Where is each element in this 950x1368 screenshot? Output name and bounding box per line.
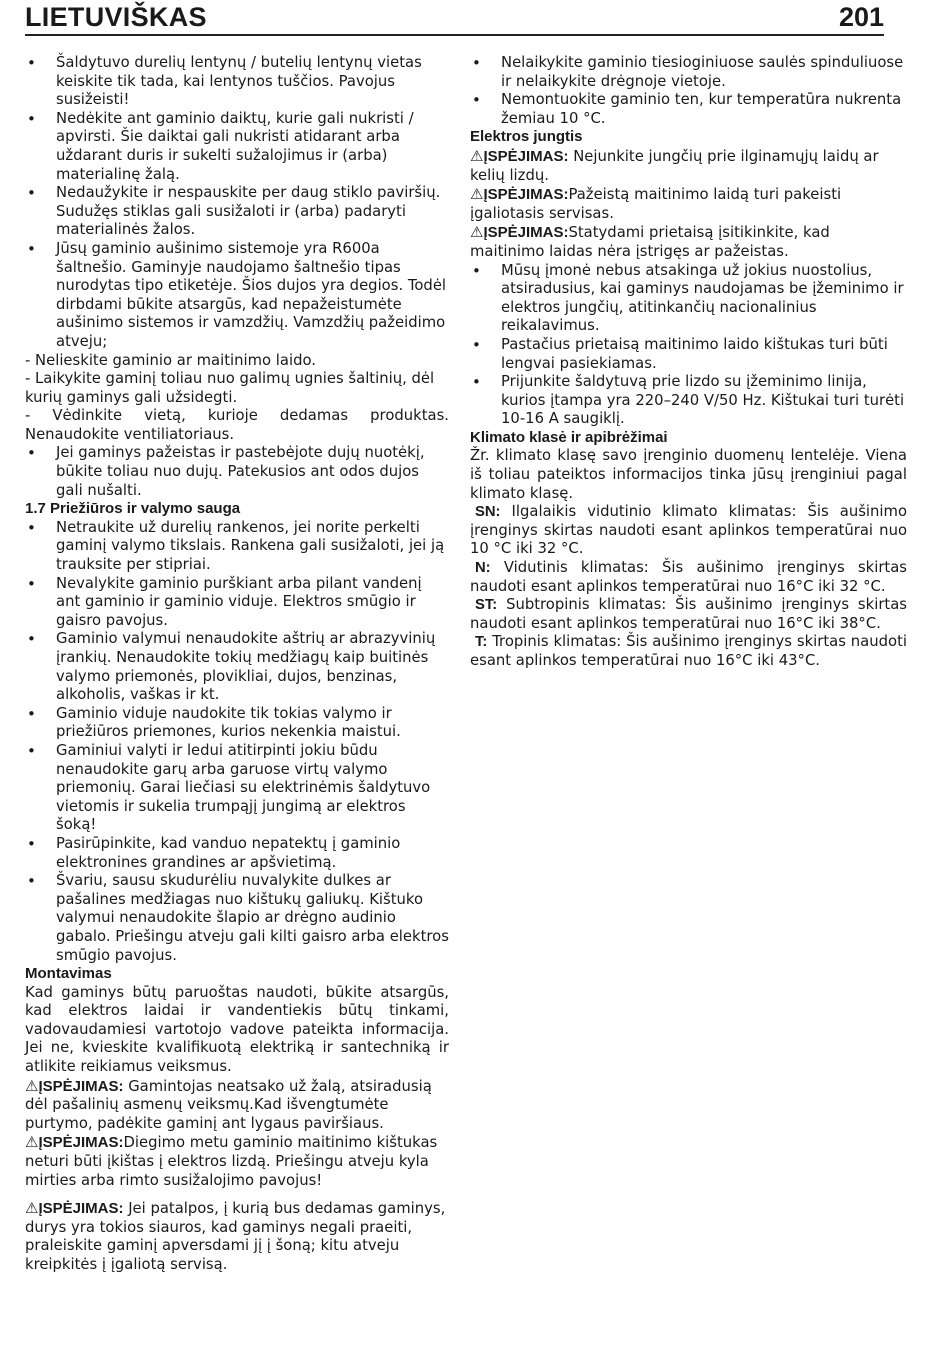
list-item: • Prijunkite šaldytuvą prie lizdo su įžeminimo linija, kurios įtampa yra 220–240 V/50 Hz. Kištukai turi turėti 10-16 A saugiklį. bbox=[470, 373, 907, 429]
warning-label: ĮSPĖJIMAS: bbox=[38, 1134, 124, 1152]
page-header bbox=[25, 2, 884, 36]
climate-class-code: ST: bbox=[475, 597, 498, 614]
warning-triangle-icon: ⚠ bbox=[470, 146, 484, 165]
warning-text: Statydami prietaisą įsitikinkite, kad maitinimo laidas nėra įstrigęs ar pažeistas. bbox=[470, 224, 830, 260]
warning-text: Gamintojas neatsako už žalą, atsiradusią dėl pašalinių asmenų veiksmų.Kad išvengtumėte purtymo, padėkite gaminį ant lygaus paviršiaus. bbox=[25, 1077, 432, 1132]
warning-triangle-icon: ⚠ bbox=[470, 223, 484, 242]
climate-class bbox=[470, 503, 907, 559]
paragraph: Žr. klimato klasę savo įrenginio duomenų lentelėje. Viena iš toliau pateiktos informacijos tinka jūsų įrenginiui pagal klimato klasę. bbox=[470, 447, 907, 502]
list-item: • Nemontuokite gaminio ten, kur temperatūra nukrenta žemiau 10 °C. bbox=[470, 91, 907, 128]
warning-triangle-icon: ⚠ bbox=[25, 1133, 39, 1152]
climate-class bbox=[470, 559, 907, 596]
warning-triangle-icon: ⚠ bbox=[470, 185, 484, 204]
climate-class-code: N: bbox=[475, 560, 491, 577]
warning-text: Diegimo metu gaminio maitinimo kištukas neturi būti įkištas į elektros lizdą. Priešingu atveju kyla mirties arba rimto susižalojimo pavojus! bbox=[25, 1134, 438, 1189]
list-item: • Pastačius prietaisą maitinimo laido kištukas turi būti lengvai pasiekiamas. bbox=[470, 336, 907, 373]
list-item: • Švariu, sausu skudurėliu nuvalykite dulkes ar pašalines medžiagas nuo kištukų galiukų. Kištuko valymui nenaudokite šlapio ar drėgno audinio gabalo. Priešingu atveju gali kilti gaisro arba elektros smūgio pavojus. bbox=[25, 872, 449, 965]
list-item: • Jūsų gaminio aušinimo sistemoje yra R600a šaltnešio. Gaminyje naudojamo šaltnešio tipas nurodytas tipo etiketėje. Šios dujos yra degios. Todėl dirbdami būkite atsargūs, kad nepažeistumėte aušinimo sistemos ir vamzdžių. Vamzdžių pažeidimo atveju; bbox=[25, 240, 449, 352]
section-heading: 1.7 Priežiūros ir valymo sauga bbox=[25, 500, 241, 518]
climate-class-text: Tropinis klimatas: Šis aušinimo įrenginys skirtas naudoti esant aplinkos temperatūrai nuo 16°C iki 43°C. bbox=[470, 633, 907, 669]
section-heading: Klimato klasė ir apibrėžimai bbox=[470, 428, 668, 446]
list-item: • Šaldytuvo durelių lentynų / butelių lentynų vietas keiskite tik tada, kai lentynos tuščios. Pavojus susižeisti! bbox=[25, 54, 449, 110]
dash-item: - Laikykite gaminį toliau nuo galimų ugnies šaltinių, dėl kurių gaminys gali užsidegti. bbox=[25, 370, 435, 406]
climate-class-text: Ilgalaikis vidutinio klimato klimatas: Šis aušinimo įrenginys skirtas naudoti esant aplinkos temperatūrai nuo 10 °C iki 32 °C. bbox=[470, 503, 907, 558]
list-item: • Pasirūpinkite, kad vanduo nepatektų į gaminio elektronines grandines ar apšvietimą. bbox=[25, 835, 449, 872]
list-item: • Gaminiui valyti ir ledui atitirpinti jokiu būdu nenaudokite garų arba garuose virtų valymo priemonių. Garai liečiasi su elektrinėmis šaldytuvo vietomis ir sukelia trumpąjį jungimą ar elektros šoką! bbox=[25, 742, 449, 835]
language-title: LIETUVIŠKAS bbox=[25, 2, 207, 32]
list-item: • Nelaikykite gaminio tiesioginiuose saulės spinduliuose ir nelaikykite drėgnoje vietoje. bbox=[470, 54, 907, 91]
warning-label: ĮSPĖJIMAS: bbox=[483, 147, 569, 165]
climate-class bbox=[470, 633, 907, 670]
list-item: • Netraukite už durelių rankenos, jei norite perkelti gaminį valymo tikslais. Rankena gali susižaloti, jei ją trauksite per stipriai. bbox=[25, 519, 449, 575]
warning-text: Nejunkite jungčių prie ilginamųjų laidų ar kelių lizdų. bbox=[470, 147, 879, 184]
warning-block bbox=[470, 223, 907, 261]
list-item: • Gaminio viduje naudokite tik tokias valymo ir priežiūros priemones, kurios nekenkia maistui. bbox=[25, 705, 449, 742]
warning-block bbox=[25, 1077, 449, 1134]
paragraph: Kad gaminys būtų paruoštas naudoti, būkite atsargūs, kad elektros laidai ir vandentiekis būtų tinkami, vadovaudamiesi vartotojo vadove pateikta informacija. Jei ne, kvieskite kvalifikuotą elektriką ir santechniką ir atlikite reikiamus veiksmus. bbox=[25, 983, 449, 1076]
list-item: • Nedėkite ant gaminio daiktų, kurie gali nukristi / apvirsti. Šie daiktai gali nukristi atidarant arba uždarant duris ir sukelti sužalojimus ir (arba) materialinę žalą. bbox=[25, 110, 449, 184]
list-item: • Jei gaminys pažeistas ir pastebėjote dujų nuotėkį, būkite toliau nuo dujų. Patekusios ant odos dujos gali nušalti. bbox=[25, 444, 449, 500]
warning-block bbox=[25, 1133, 449, 1190]
left-column bbox=[25, 54, 449, 1275]
list-item: • Mūsų įmonė nebus atsakinga už jokius nuostolius, atsiradusius, kai gaminys naudojamas be įžeminimo ir elektros jungčių, atitinkančių nacionalinius reikalavimus. bbox=[470, 262, 907, 336]
section-heading: Elektros jungtis bbox=[470, 128, 583, 146]
list-item: • Gaminio valymui nenaudokite aštrių ar abrazyvinių įrankių. Nenaudokite tokių medžiagų kaip buitinės valymo priemonės, plovikliai, dujos, benzinas, alkoholis, vaškas ir kt. bbox=[25, 630, 449, 704]
climate-class-text: Vidutinis klimatas: Šis aušinimo įrenginys skirtas naudoti esant aplinkos temperatūrai nuo 16°C iki 32 °C. bbox=[470, 559, 907, 595]
warning-text: Jei patalpos, į kurią bus dedamas gaminys, durys yra tokios siauros, kad gaminys negali praeiti, praleiskite gaminį apversdami jį į šoną; kitu atveju kreipkitės į įgaliotą servisą. bbox=[25, 1200, 446, 1273]
warning-block bbox=[25, 1199, 449, 1274]
climate-class bbox=[470, 596, 907, 633]
list-item: • Nedaužykite ir nespauskite per daug stiklo paviršių. Sudužęs stiklas gali susižaloti ir (arba) padaryti materialinės žalos. bbox=[25, 184, 449, 240]
warning-text: Pažeistą maitinimo laidą turi pakeisti įgaliotasis servisas. bbox=[470, 186, 842, 222]
warning-label: ĮSPĖJIMAS: bbox=[38, 1200, 124, 1218]
warning-label: ĮSPĖJIMAS: bbox=[38, 1077, 124, 1095]
warning-triangle-icon: ⚠ bbox=[25, 1199, 39, 1218]
climate-class-code: SN: bbox=[475, 504, 501, 521]
climate-class-code: T: bbox=[475, 634, 488, 651]
warning-block bbox=[470, 185, 907, 223]
climate-class-text: Subtropinis klimatas: Šis aušinimo įrenginys skirtas naudoti esant aplinkos temperatūrai nuo 16°C iki 38°C. bbox=[470, 596, 907, 632]
warning-label: ĮSPĖJIMAS: bbox=[483, 186, 569, 204]
section-heading: Montavimas bbox=[25, 965, 112, 983]
warning-label: ĮSPĖJIMAS: bbox=[483, 224, 569, 242]
page-number: 201 bbox=[838, 2, 884, 32]
dash-item: - Vėdinkite vietą, kurioje dedamas produktas. Nenaudokite ventiliatoriaus. bbox=[25, 407, 449, 443]
dash-item: - Nelieskite gaminio ar maitinimo laido. bbox=[25, 351, 316, 369]
right-column bbox=[470, 54, 907, 671]
warning-triangle-icon: ⚠ bbox=[25, 1076, 39, 1095]
list-item: • Nevalykite gaminio purškiant arba pilant vandenį ant gaminio ir gaminio viduje. Elektros smūgio ir gaisro pavojus. bbox=[25, 575, 449, 631]
warning-block bbox=[470, 147, 907, 185]
